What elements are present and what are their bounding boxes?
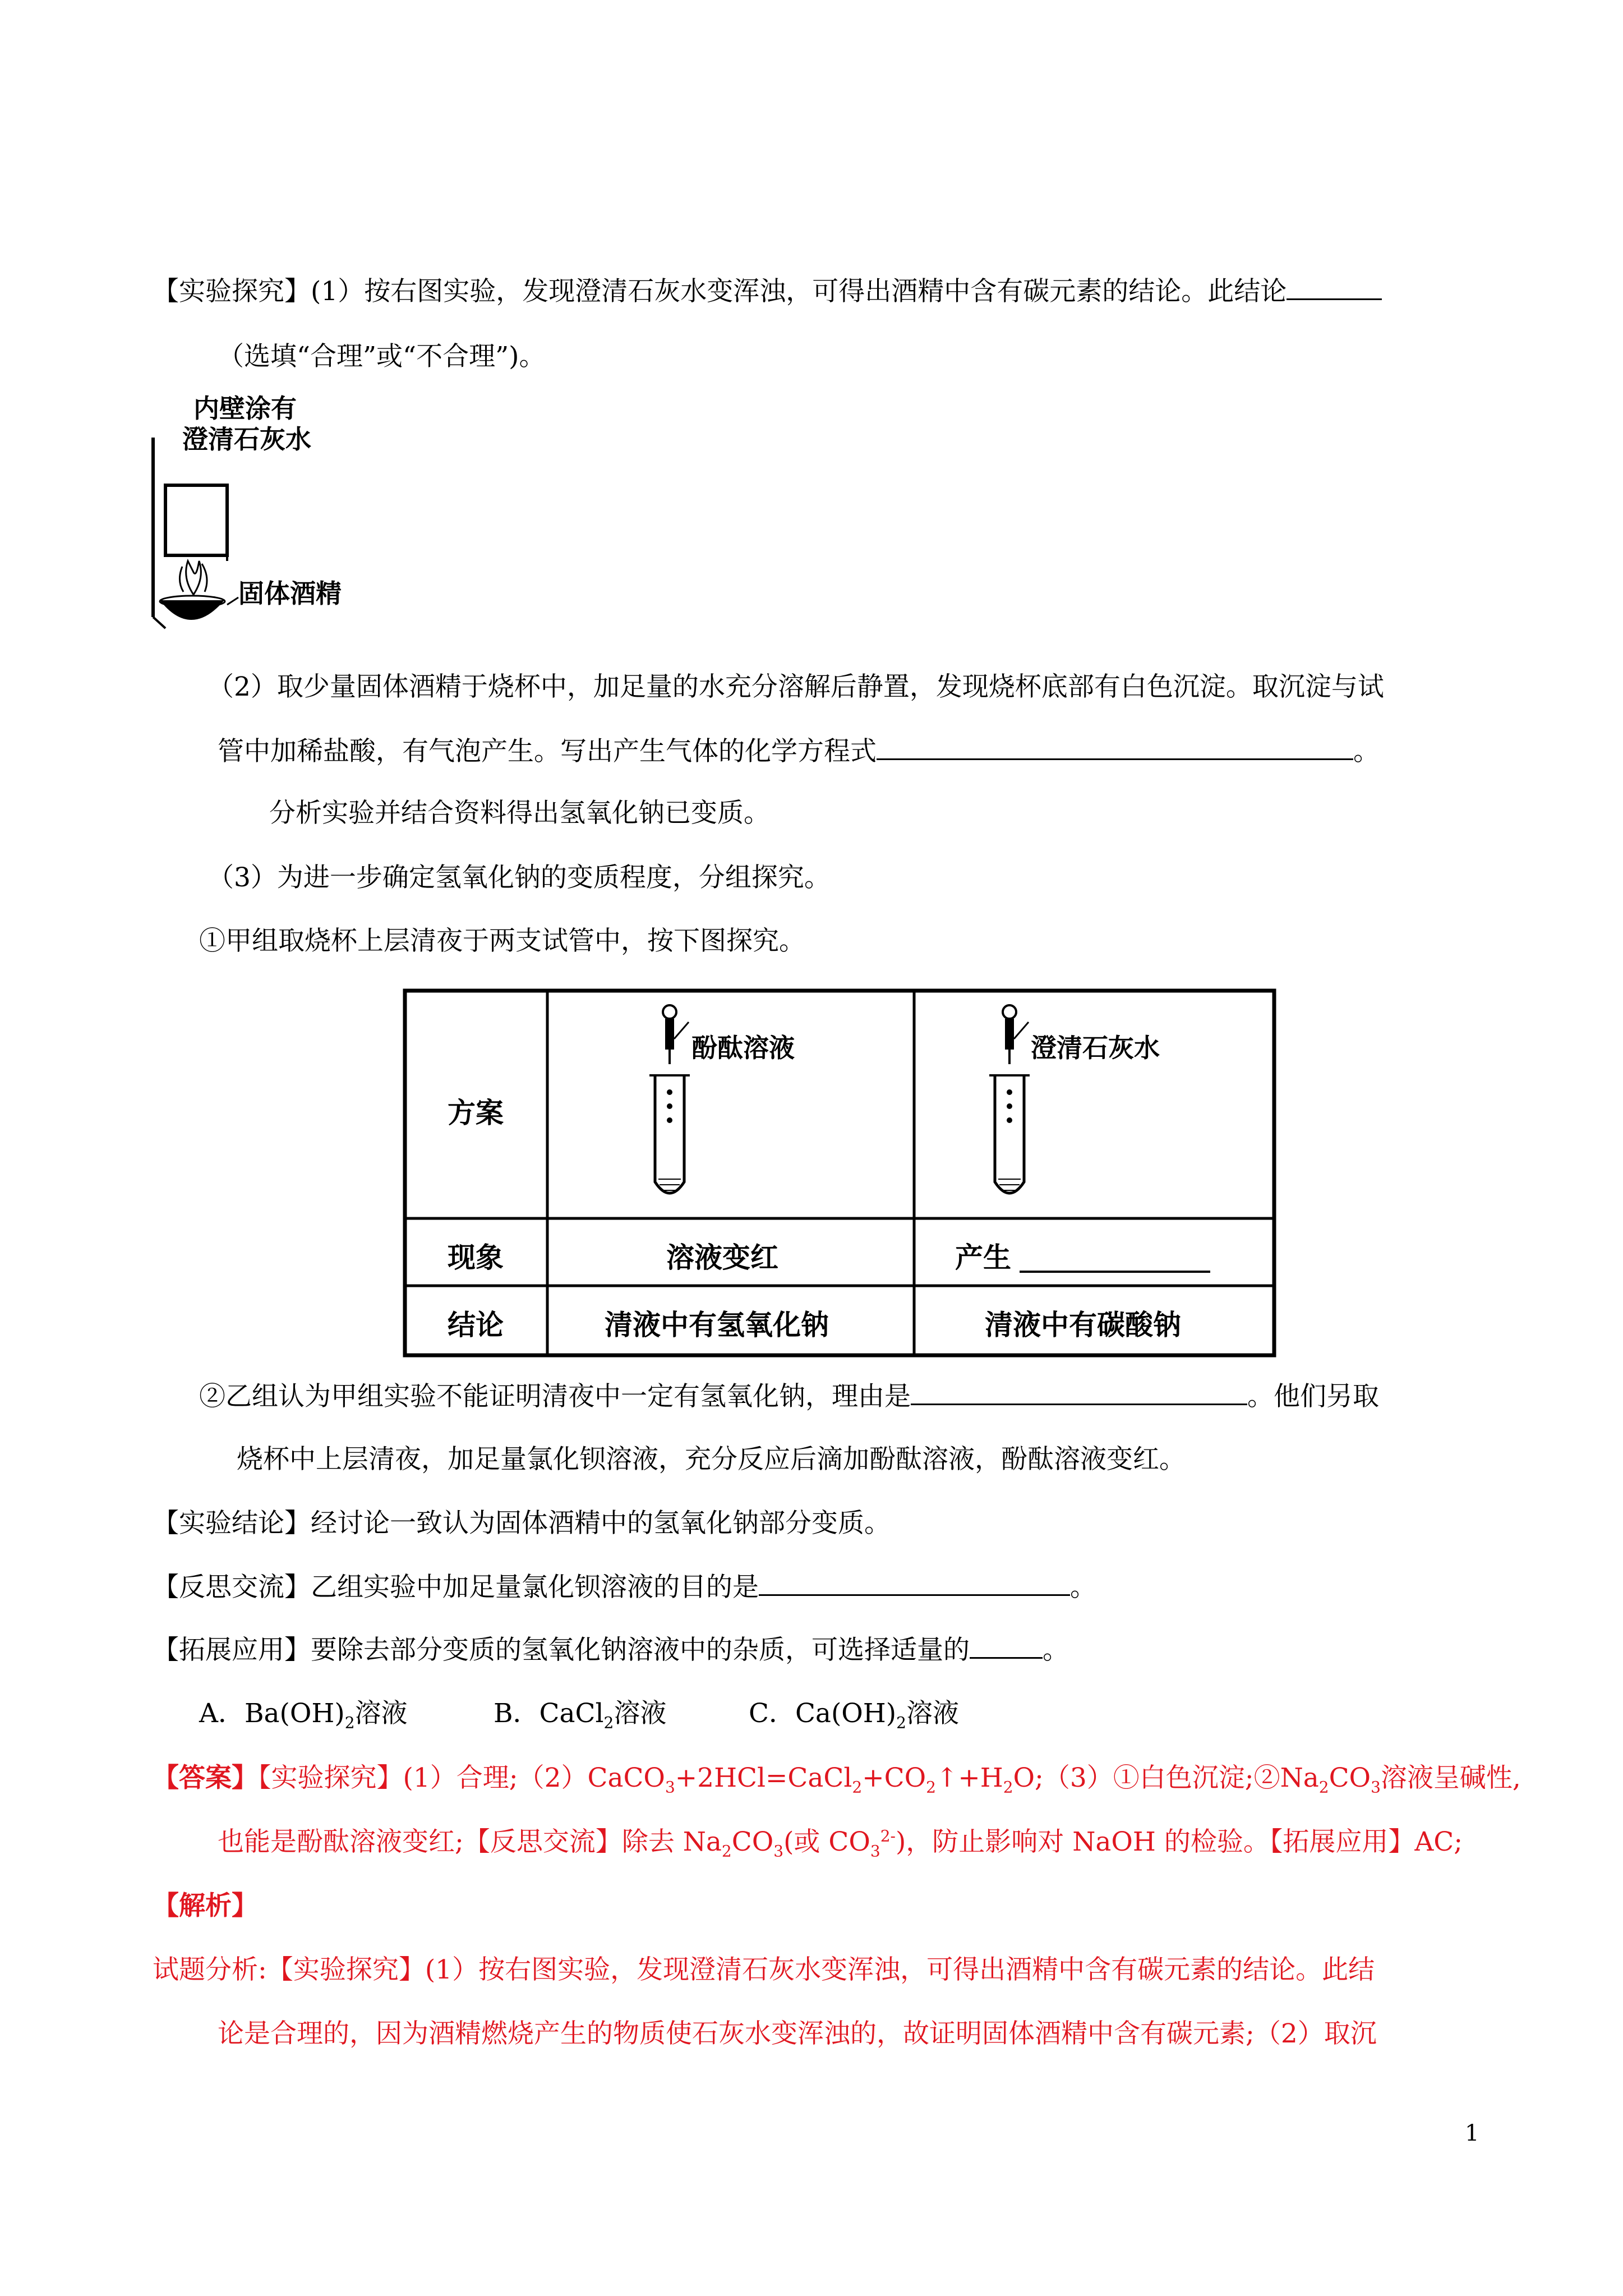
figure-label-solid-alcohol: 固体酒精: [238, 578, 342, 609]
option-b: B．CaCl$_2$溶液: [494, 1698, 667, 1732]
question-part-2-line-1: （2）取少量固体酒精于烧杯中，加足量的水充分溶解后静置，发现烧杯底部有白色沉淀。取沉淀与试: [208, 671, 1384, 702]
analysis-line-2: 论是合理的，因为酒精燃烧产生的物质使石灰水变浑浊的，故证明固体酒精中含有碳元素;（2）取沉: [218, 2018, 1377, 2049]
analysis-line-1: 试题分析:【实验探究】(1）按右图实验，发现澄清石灰水变浑浊，可得出酒精中含有碳元素的结论。此结: [153, 1954, 1375, 1985]
option-a: A．$Ba(OH)_2$溶液: [199, 1698, 408, 1732]
section-head-extension: 【拓展应用】: [153, 1635, 311, 1665]
row-head-plan: 方案: [448, 1097, 504, 1129]
figure-label-limewater: 澄清石灰水: [182, 424, 311, 454]
question-part-2-line-2: 管中加稀盐酸，有气泡产生。写出产生气体的化学方程式 。: [218, 736, 1380, 767]
row-head-observation: 现象: [448, 1241, 504, 1274]
question-part-3b-line-1: ②乙组认为甲组实验不能证明清夜中一定有氢氧化钠，理由是 。他们另取: [199, 1381, 1379, 1412]
option-c: C．$Ca(OH)_2$溶液: [749, 1698, 959, 1732]
section-head-conclusion: 【实验结论】: [153, 1508, 311, 1539]
question-line-2: （选填“合理”或“不合理”)。: [218, 341, 546, 372]
answer-head: 【答案】: [153, 1763, 258, 1793]
observation-1: 溶液变红: [666, 1241, 778, 1274]
experiment-conclusion-line: 【实验结论】经讨论一致认为固体酒精中的氢氧化钠部分变质。: [153, 1508, 891, 1539]
figure-label-coated: 内壁涂有: [193, 393, 297, 424]
observation-2: 产生: [955, 1241, 1011, 1274]
answer-line-1: 【答案】【实验探究】(1）合理$;(2)CaCO_3+2HCl=CaCl_2+CO_2↑+H_2O;(3)①$白色沉淀$;②Na_2CO_3$溶液呈碱性,: [153, 1763, 1521, 1797]
section-head-explore: 【实验探究】: [153, 276, 311, 307]
equation-blank: [877, 736, 1353, 760]
reason-blank: [911, 1381, 1247, 1405]
page-number: 1: [1465, 2120, 1479, 2146]
question-part-2-line-3: 分析实验并结合资料得出氢氧化钠已变质。: [269, 798, 770, 829]
reflection-line: 【反思交流】乙组实验中加足量氯化钡溶液的目的是 。: [153, 1572, 1096, 1603]
analysis-head: 【解析】: [153, 1890, 258, 1921]
conclusion-2: 清液中有碳酸钠: [985, 1309, 1181, 1341]
answer-blank: [1287, 276, 1382, 300]
reagent-phenolphthalein: 酚酞溶液: [691, 1033, 795, 1063]
conclusion-1: 清液中有氢氧化钠: [605, 1309, 829, 1341]
reflection-blank: [759, 1572, 1070, 1596]
extension-line: 【拓展应用】要除去部分变质的氢氧化钠溶液中的杂质，可选择适量的 。: [153, 1635, 1069, 1665]
row-head-conclusion: 结论: [448, 1309, 504, 1341]
question-part-3: （3）为进一步确定氢氧化钠的变质程度，分组探究。: [208, 862, 831, 893]
extension-blank: [970, 1635, 1043, 1659]
experiment-table: [403, 988, 1278, 1359]
burning-alcohol-figure: [149, 393, 356, 639]
section-head-reflection: 【反思交流】: [153, 1572, 311, 1603]
question-part-3a: ①甲组取烧杯上层清夜于两支试管中，按下图探究。: [199, 926, 805, 956]
answer-line-2: 也能是酚酞溶液变红;【反思交流】除去 $Na_2CO_3$(或 $CO_3^{2-}$)，防止影响对 NaOH 的检验。【拓展应用】AC;: [218, 1826, 1463, 1861]
question-line-1: 【实验探究】(1）按右图实验，发现澄清石灰水变浑浊，可得出酒精中含有碳元素的结论。此结论: [153, 275, 1382, 309]
question-part-3b-line-2: 烧杯中上层清夜，加足量氯化钡溶液，充分反应后滴加酚酞溶液，酚酞溶液变红。: [237, 1444, 1186, 1475]
reagent-limewater: 澄清石灰水: [1031, 1033, 1160, 1063]
